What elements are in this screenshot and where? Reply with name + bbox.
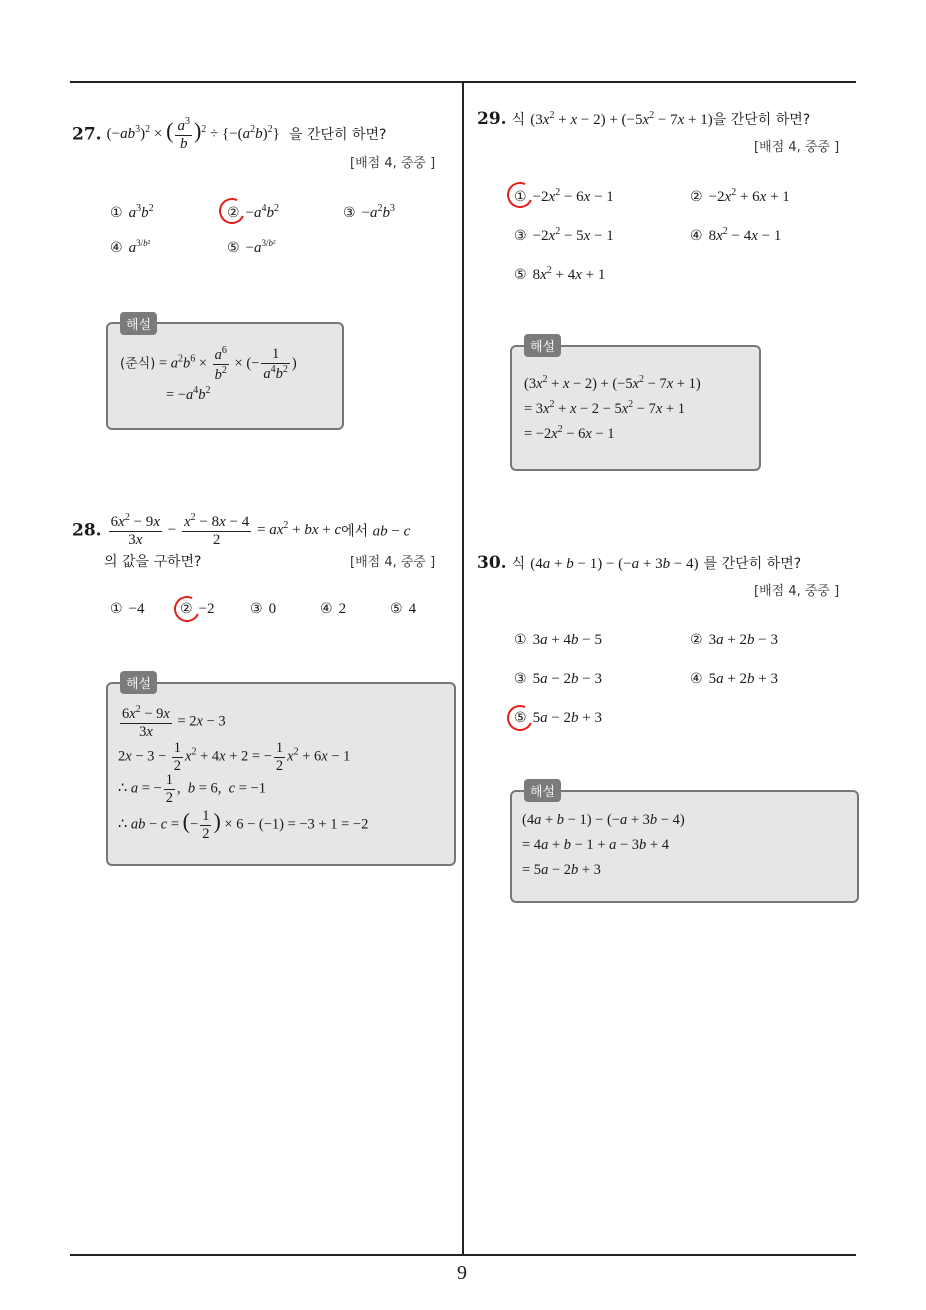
q30-choice-1[interactable]: ① 3a + 4b − 5 [514,632,602,648]
q28-choice-3[interactable]: ③ 0 [250,601,277,617]
q30-choice-2[interactable]: ② 3a + 2b − 3 [690,632,778,648]
q27-stem-suffix: 을 간단히 하면? [288,127,387,144]
q28-solution-line-1: $\frac{6x^2 - 9x}{3x}$ = 2x − 3 [122,704,226,740]
q29-solution-tag: 해설 [524,334,561,357]
q27-expression: $(-ab^3)^2$ × ( $\frac{a^3}{b}$ )$^2 \div \{-(a^2b)^2\}$ [106,116,280,153]
q29-choice-4[interactable]: ④ $8x^2 - 4x - 1$ [690,226,782,244]
q28-choice-4[interactable]: ④ 2 [320,601,347,617]
q30-choice-4[interactable]: ④ 5a + 2b + 3 [690,671,778,687]
q27-stem [72,116,386,154]
q27-choice-2[interactable]: ② $-a^4b^2$ [227,203,280,221]
q29-meta: [배점 4, 중중 ] [754,140,840,155]
q28-stem-b: 에서 ab − c [341,523,411,540]
q30-solution-line-3: = 5a − 2b + 3 [522,862,601,878]
q30-solution-line-2: = 4a + b − 1 + a − 3b + 4 [522,837,669,853]
q29-stem-suffix: 을 간단히 하면? [712,112,811,128]
q28-choice-1[interactable]: ① −4 [110,601,145,617]
q30-choice-5[interactable]: ⑤ 5a − 2b + 3 [514,710,602,726]
q28-choice-2[interactable]: ② −2 [180,601,215,617]
q27-solution-line-1: (준식) = $a^2b^6$ × $\frac{a^6}{b^2}$ × (− $\frac{1}{a^4b^2}$ ) [120,345,297,383]
q30-stem-suffix: 를 간단히 하면? [703,556,802,572]
q27-choice-1[interactable]: ① $a^3b^2$ [110,203,154,221]
q30-number: 30. [477,553,507,573]
q27-solution-tag: 해설 [120,312,157,335]
q29-solution-line-2: = $3x^2 + x - 2 - 5x^2 - 7x + 1$ [524,399,685,417]
q28-solution-line-3: ∴ a = − $\frac{1}{2}$ , b = 6, c = −1 [118,772,266,806]
page-number: 9 [457,1262,467,1284]
q29-answer-mark [503,178,536,211]
q30-solution-tag: 해설 [524,779,561,802]
q29-choice-3[interactable]: ③ $-2x^2 - 5x - 1$ [514,226,614,244]
q27-choice-3[interactable]: ③ $-a^2b^3$ [343,203,396,221]
q27-number: 27. [72,124,102,145]
q27-meta: [배점 4, 중중 ] [350,156,436,171]
q28-stem [72,512,410,550]
q29-solution-line-1: $(3x^2 + x - 2) + (-5x^2 - 7x + 1)$ [524,374,701,392]
q30-stem: 30. 식 (4a + b − 1) − (−a + 3b − 4) 를 간단히 하면? [477,553,802,573]
q27-choice-4[interactable]: ④ $a^{3/b^2}$ [110,238,151,256]
q29-choice-2[interactable]: ② $-2x^2 + 6x + 1$ [690,187,790,205]
q30-solution-line-1: (4a + b − 1) − (−a + 3b − 4) [522,812,685,828]
q29-expression: $(3x^2 + x - 2) + (-5x^2 - 7x + 1)$ [530,110,713,128]
q27-answer-mark [215,194,248,227]
q27-solution-line-2: = $-a^4b^2$ [166,385,211,403]
q30-choice-3[interactable]: ③ 5a − 2b − 3 [514,671,602,687]
q28-solution-line-4: ∴ ab − c = (− $\frac{1}{2}$ ) × 6 − (−1) = −3 + 1 = −2 [118,808,369,842]
q28-answer-mark [170,592,203,625]
q27-choice-5[interactable]: ⑤ $-a^{3/b^2}$ [227,238,276,256]
q28-number: 28. [72,520,102,541]
q28-solution-tag: 해설 [120,671,157,694]
q28-stem-c: 의 값을 구하면? [104,554,202,570]
q29-choice-5[interactable]: ⑤ $8x^2 + 4x + 1$ [514,265,606,283]
q30-expression: (4a + b − 1) − (−a + 3b − 4) [530,556,699,572]
q28-expression: $\frac{6x^2 - 9x}{3x}$ − $\frac{x^2 - 8x - 4}{2}$ = $ax^2$ + bx + c [110,512,342,549]
q29-number: 29. [477,109,507,129]
q29-solution-line-3: = $-2x^2 - 6x - 1$ [524,424,615,442]
q29-choice-1[interactable]: ① $-2x^2 - 6x - 1$ [514,187,614,205]
q28-solution-line-2: 2x − 3 − $\frac{1}{2}$ $x^2 + 4x + 2$ = − $\frac{1}{2}$ $x^2 + 6x - 1$ [118,740,351,774]
q28-choice-5[interactable]: ⑤ 4 [390,601,417,617]
column-divider [462,81,464,1256]
q29-stem: 29. 식 $(3x^2 + x - 2) + (-5x^2 - 7x + 1)$을 간단히 하면? [477,109,811,129]
q28-meta: [배점 4, 중중 ] [350,555,436,570]
q30-answer-mark [503,701,536,734]
q30-meta: [배점 4, 중중 ] [754,584,840,599]
